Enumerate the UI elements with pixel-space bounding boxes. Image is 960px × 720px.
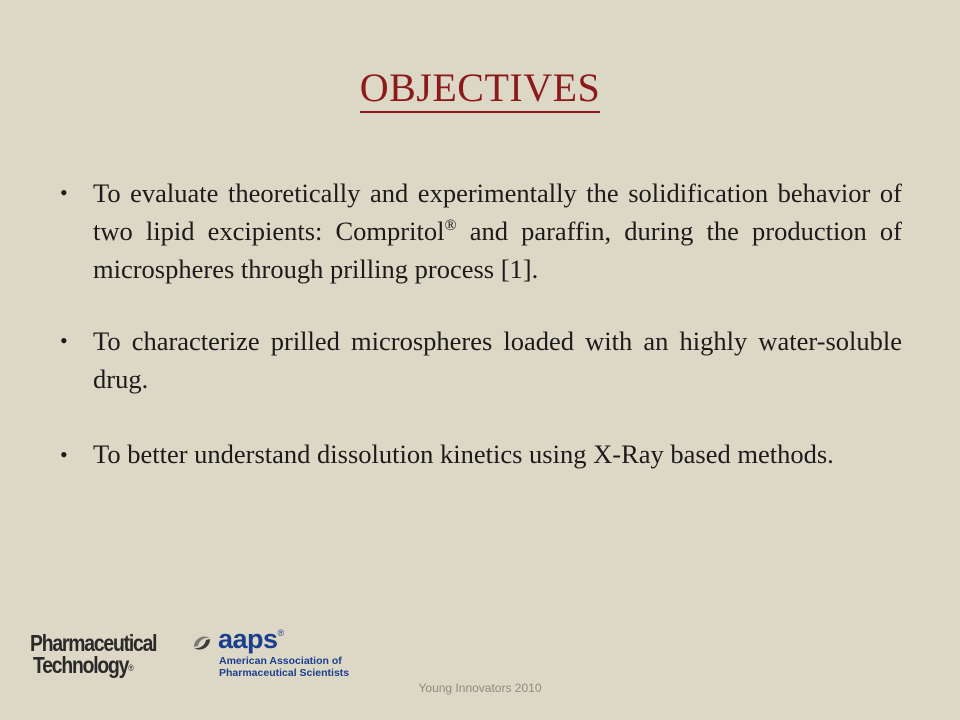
logo-reg-mark: ®: [128, 663, 133, 673]
bullet-dot: •: [60, 442, 68, 467]
bullet-item: [60, 432, 902, 477]
bullet-text: To characterize prilled microspheres loaded with an highly water-soluble drug.: [93, 326, 902, 394]
aaps-reg-mark: ®: [277, 628, 284, 638]
aaps-swirl-icon: [190, 631, 214, 655]
slide-title: [0, 64, 960, 111]
aaps-name-line-2: Pharmaceutical Scientists: [219, 667, 350, 679]
slide-footer: Young Innovators 2010: [418, 681, 542, 695]
aaps-word-text: aaps: [218, 624, 278, 654]
registered-mark: ®: [444, 217, 457, 234]
logo-line-2: [33, 652, 133, 679]
slide-title-text: OBJECTIVES: [360, 65, 601, 113]
bullet-item: [60, 174, 902, 288]
bullet-item: [60, 322, 902, 398]
bullet-list: [60, 174, 902, 477]
aaps-name-line-1: American Association of: [219, 655, 342, 667]
bullet-text: To evaluate theoretically and experimentally the solidification behavior of two lipid excipients: Compritol: [93, 178, 902, 246]
logo-line-2-text: Technology: [33, 652, 129, 678]
bullet-dot: •: [60, 328, 68, 353]
logo-line-1: Pharmaceutical: [30, 630, 157, 656]
aaps-logo-word: [218, 624, 284, 655]
bullet-text: To better understand dissolution kinetics using X-Ray based methods.: [93, 439, 834, 469]
pharmaceutical-technology-logo: [30, 630, 180, 680]
aaps-full-name: [219, 655, 349, 679]
bullet-text-cont: and paraffin, during the production of microspheres through prilling process [1].: [93, 216, 902, 284]
bullet-dot: •: [60, 180, 68, 205]
